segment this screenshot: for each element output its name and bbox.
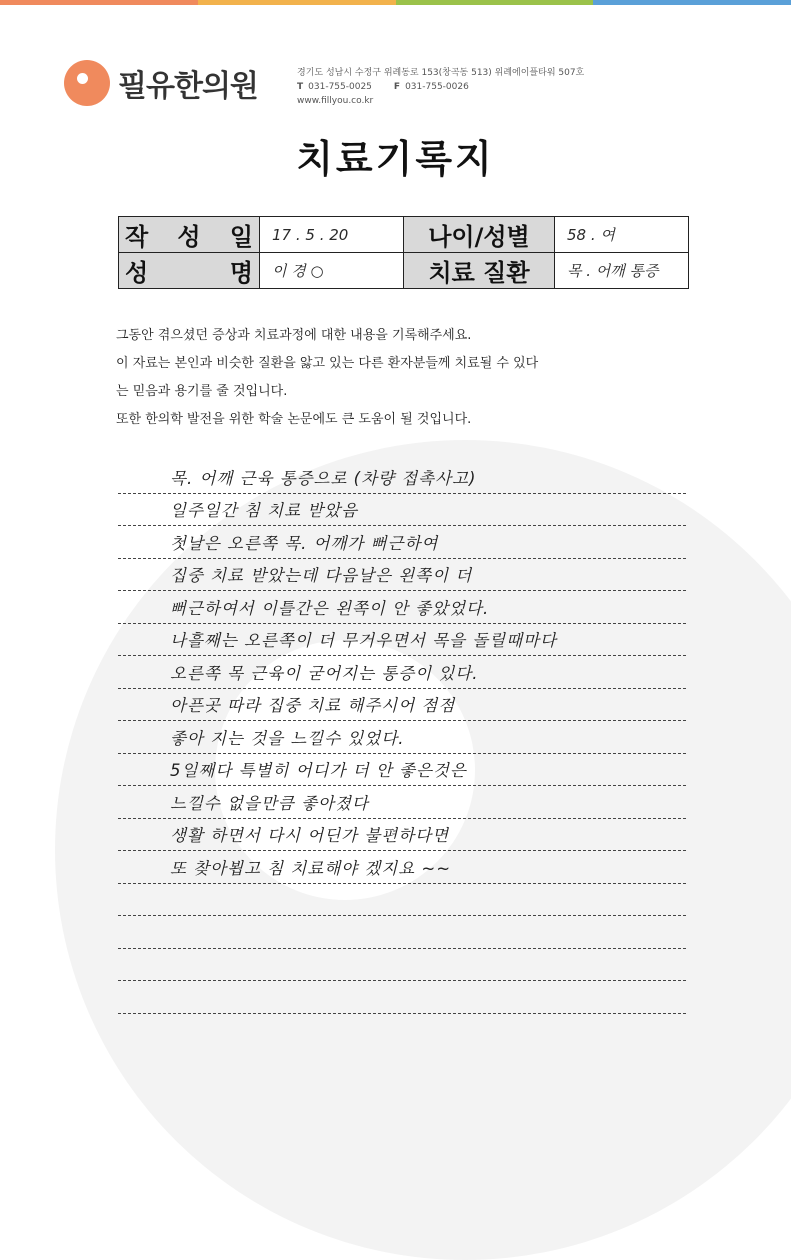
entry-text: 뻐근하여서 이틀간은 왼쪽이 안 좋았었다. [170, 598, 490, 618]
age-sex-field[interactable]: 58 . 여 [555, 217, 689, 253]
age-sex-label: 나이/성별 [404, 217, 555, 253]
entry-line[interactable] [118, 591, 686, 624]
date-field[interactable]: 17 . 5 . 20 [260, 217, 404, 253]
instruction-line: 는 믿음과 용기를 줄 것입니다. [116, 384, 288, 399]
entry-line[interactable] [118, 981, 686, 1014]
entry-line[interactable] [118, 916, 686, 949]
entry-line[interactable] [118, 819, 686, 852]
entry-line[interactable] [118, 786, 686, 819]
disease-field[interactable]: 목 . 어깨 통증 [555, 253, 689, 289]
entry-text: 또 찾아뵙고 침 치료해야 겠지요 ~~ [170, 858, 452, 878]
name-field[interactable]: 이 경 ○ [260, 253, 404, 289]
stripe-segment-yellow [198, 0, 396, 5]
stripe-segment-blue [593, 0, 791, 5]
entry-text: 5일째다 특별히 어디가 더 안 좋은것은 [170, 761, 467, 780]
name-label: 성 명 [119, 253, 260, 289]
handwritten-entry-lines [118, 461, 686, 1014]
clinic-name: 필유한의원 [118, 69, 258, 104]
instruction-line: 그동안 겪으셨던 증상과 치료과정에 대한 내용을 기록해주세요. [116, 328, 472, 343]
top-color-stripe [0, 0, 791, 5]
entry-text: 좋아 지는 것을 느낄수 있었다. [170, 728, 405, 748]
entry-line[interactable] [118, 494, 686, 527]
entry-line[interactable] [118, 656, 686, 689]
clinic-address: 경기도 성남시 수정구 위례동로 153(창곡동 513) 위례에이플타워 507호 [297, 68, 585, 78]
stripe-segment-orange [0, 0, 198, 5]
tel-label: T [297, 82, 304, 92]
entry-text: 나흘째는 오른쪽이 더 무거우면서 목을 돌릴때마다 [170, 631, 557, 650]
entry-line[interactable] [118, 884, 686, 917]
date-label: 작 성 일 [119, 217, 260, 253]
entry-text: 목. 어깨 근육 통증으로 (차량 접촉사고) [170, 468, 477, 488]
entry-text: 느낄수 없을만큼 좋아졌다 [170, 793, 369, 813]
entry-line[interactable] [118, 689, 686, 722]
page-title: 치료기록지 [296, 137, 495, 181]
patient-info-table [118, 216, 689, 289]
clinic-contact [297, 66, 584, 108]
entry-text: 생활 하면서 다시 어딘가 불편하다면 [170, 826, 450, 845]
entry-text: 아픈곳 따라 집중 치료 해주시어 점점 [170, 696, 456, 715]
clinic-phone-fax [297, 80, 584, 94]
entry-line[interactable] [118, 559, 686, 592]
entry-line[interactable] [118, 754, 686, 787]
fax-number: 031-755-0026 [405, 82, 469, 92]
stripe-segment-green [396, 0, 594, 5]
entry-text: 집중 치료 받았는데 다음날은 왼쪽이 더 [170, 566, 473, 585]
entry-text: 일주일간 침 치료 받았음 [170, 501, 359, 520]
entry-text: 첫날은 오른쪽 목. 어깨가 뻐근하여 [170, 533, 439, 553]
entry-line[interactable] [118, 526, 686, 559]
entry-line[interactable] [118, 949, 686, 982]
logo-circle-icon [64, 60, 110, 106]
disease-label: 치료 질환 [404, 253, 555, 289]
clinic-website: www.fillyou.co.kr [297, 96, 374, 106]
instructions [116, 322, 538, 434]
entry-line[interactable] [118, 624, 686, 657]
entry-line[interactable] [118, 461, 686, 494]
instruction-line: 이 자료는 본인과 비슷한 질환을 앓고 있는 다른 환자분들께 치료될 수 있다 [116, 356, 539, 371]
fax-label: F [393, 82, 401, 92]
instruction-line: 또한 한의학 발전을 위한 학술 논문에도 큰 도움이 될 것입니다. [116, 412, 472, 427]
clinic-logo [64, 60, 258, 106]
entry-line[interactable] [118, 851, 686, 884]
tel-number: 031-755-0025 [308, 82, 372, 92]
entry-line[interactable] [118, 721, 686, 754]
entry-text: 오른쪽 목 근육이 굳어지는 통증이 있다. [170, 663, 479, 683]
